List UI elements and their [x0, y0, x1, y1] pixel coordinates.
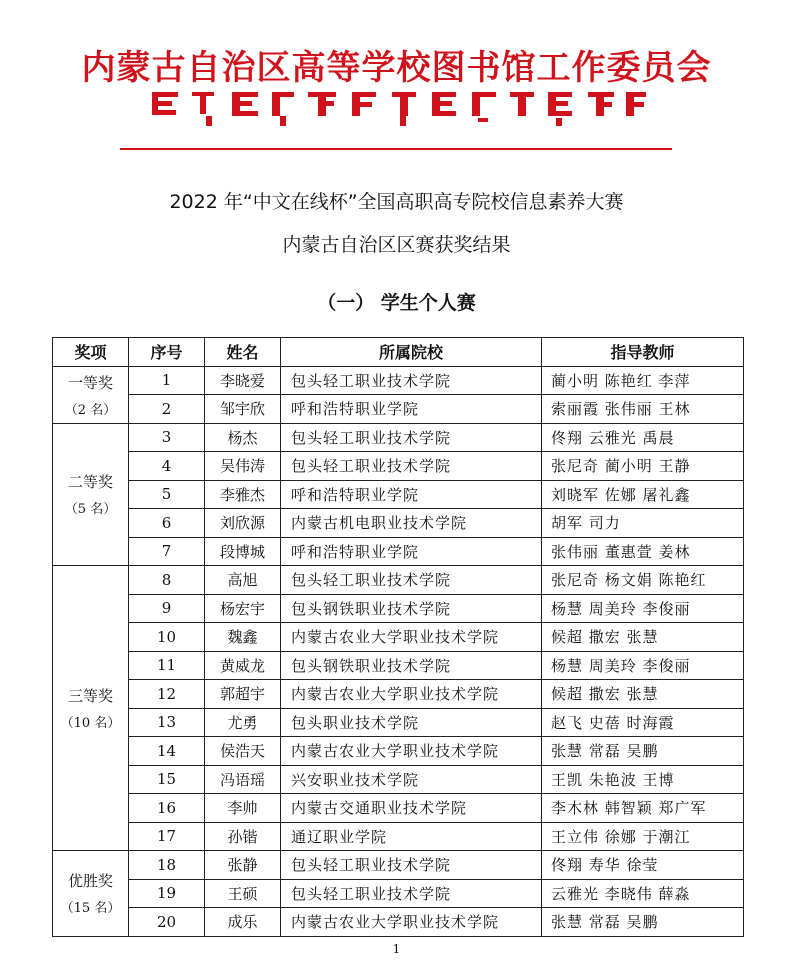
mongolian-script-graphic [148, 86, 648, 132]
teachers-cell: 王凯 朱艳波 王博 [542, 765, 744, 794]
table-row [53, 708, 744, 737]
teachers-cell: 张尼奇 杨文娟 陈艳红 [542, 566, 744, 595]
student-name-cell: 郭超宇 [205, 680, 281, 709]
student-name-cell: 段博城 [205, 537, 281, 566]
award-cell [53, 366, 129, 423]
page-number: 1 [392, 942, 401, 956]
teachers-cell: 索丽霞 张伟丽 王林 [542, 395, 744, 424]
award-cell [53, 851, 129, 937]
student-name-cell: 尤勇 [205, 708, 281, 737]
row-number-cell: 6 [129, 509, 205, 538]
table-row [53, 509, 744, 538]
row-number-cell: 20 [129, 908, 205, 937]
row-number-cell: 5 [129, 480, 205, 509]
school-cell: 内蒙古农业大学职业技术学院 [281, 623, 542, 652]
student-name-cell: 侯浩天 [205, 737, 281, 766]
table-row [53, 623, 744, 652]
row-number-cell: 10 [129, 623, 205, 652]
teachers-cell: 王立伟 徐娜 于潮江 [542, 822, 744, 851]
student-name-cell: 冯语瑶 [205, 765, 281, 794]
teachers-cell: 张伟丽 董惠萱 姜林 [542, 537, 744, 566]
row-number-cell: 14 [129, 737, 205, 766]
school-cell: 包头轻工职业技术学院 [281, 851, 542, 880]
table-row [53, 594, 744, 623]
teachers-cell: 张慧 常磊 吴鹏 [542, 908, 744, 937]
award-cell [53, 566, 129, 851]
mongolian-script-logo [148, 86, 648, 132]
award-count: （2 名） [64, 402, 117, 418]
teachers-cell: 蔺小明 陈艳红 李萍 [542, 366, 744, 395]
results-table-body [53, 366, 744, 936]
school-cell: 内蒙古交通职业技术学院 [281, 794, 542, 823]
teachers-cell: 候超 撒宏 张慧 [542, 623, 744, 652]
school-cell: 呼和浩特职业学院 [281, 395, 542, 424]
student-name-cell: 杨宏宇 [205, 594, 281, 623]
header-award: 奖项 [53, 338, 129, 367]
school-cell: 包头轻工职业技术学院 [281, 366, 542, 395]
award-cell [53, 423, 129, 566]
teachers-cell: 杨慧 周美玲 李俊丽 [542, 594, 744, 623]
student-name-cell: 刘欣源 [205, 509, 281, 538]
row-number-cell: 18 [129, 851, 205, 880]
table-row [53, 765, 744, 794]
award-name: 优胜奖 [67, 872, 113, 891]
table-row [53, 651, 744, 680]
row-number-cell: 7 [129, 537, 205, 566]
teachers-cell: 胡军 司力 [542, 509, 744, 538]
school-cell: 呼和浩特职业学院 [281, 537, 542, 566]
teachers-cell: 刘晓军 佐娜 屠礼鑫 [542, 480, 744, 509]
school-cell: 包头轻工职业技术学院 [281, 566, 542, 595]
teachers-cell: 赵飞 史蓓 时海霞 [542, 708, 744, 737]
row-number-cell: 4 [129, 452, 205, 481]
award-count: （10 名） [60, 716, 121, 731]
student-name-cell: 杨杰 [205, 423, 281, 452]
header-number: 序号 [129, 338, 205, 367]
table-row [53, 366, 744, 395]
student-name-cell: 李帅 [205, 794, 281, 823]
row-number-cell: 11 [129, 651, 205, 680]
school-cell: 包头轻工职业技术学院 [281, 452, 542, 481]
row-number-cell: 1 [129, 366, 205, 395]
table-row [53, 480, 744, 509]
teachers-cell: 杨慧 周美玲 李俊丽 [542, 651, 744, 680]
award-name: 三等奖 [67, 687, 113, 705]
award-name: 一等奖 [67, 373, 113, 392]
school-cell: 内蒙古机电职业技术学院 [281, 509, 542, 538]
row-number-cell: 13 [129, 708, 205, 737]
student-name-cell: 邹宇欣 [205, 395, 281, 424]
letterhead-divider [120, 148, 672, 150]
table-row [53, 452, 744, 481]
teachers-cell: 云雅光 李晓伟 薛淼 [542, 879, 744, 908]
teachers-cell: 张慧 常磊 吴鹏 [542, 737, 744, 766]
row-number-cell: 19 [129, 879, 205, 908]
teachers-cell: 李木林 韩智颖 郑广军 [542, 794, 744, 823]
row-number-cell: 3 [129, 423, 205, 452]
table-row [53, 822, 744, 851]
student-name-cell: 孙锴 [205, 822, 281, 851]
table-row [53, 395, 744, 424]
row-number-cell: 12 [129, 680, 205, 709]
student-name-cell: 吴伟涛 [205, 452, 281, 481]
table-row [53, 737, 744, 766]
student-name-cell: 黄威龙 [205, 651, 281, 680]
school-cell: 包头钢铁职业技术学院 [281, 651, 542, 680]
award-count: （5 名） [64, 502, 117, 518]
school-cell: 通辽职业学院 [281, 822, 542, 851]
row-number-cell: 9 [129, 594, 205, 623]
teachers-cell: 佟翔 寿华 徐莹 [542, 851, 744, 880]
header-name: 姓名 [205, 338, 281, 367]
student-name-cell: 李晓爱 [205, 366, 281, 395]
student-name-cell: 高旭 [205, 566, 281, 595]
table-row [53, 794, 744, 823]
table-header-row [53, 338, 744, 367]
student-name-cell: 魏鑫 [205, 623, 281, 652]
table-row [53, 851, 744, 880]
table-row [53, 423, 744, 452]
school-cell: 包头轻工职业技术学院 [281, 423, 542, 452]
row-number-cell: 15 [129, 765, 205, 794]
student-name-cell: 王硕 [205, 879, 281, 908]
table-row [53, 537, 744, 566]
student-name-cell: 成乐 [205, 908, 281, 937]
student-name-cell: 李雅杰 [205, 480, 281, 509]
table-row [53, 908, 744, 937]
school-cell: 内蒙古农业大学职业技术学院 [281, 908, 542, 937]
header-school: 所属院校 [281, 338, 542, 367]
teachers-cell: 佟翔 云雅光 禹晨 [542, 423, 744, 452]
school-cell: 包头轻工职业技术学院 [281, 879, 542, 908]
school-cell: 内蒙古农业大学职业技术学院 [281, 737, 542, 766]
school-cell: 兴安职业技术学院 [281, 765, 542, 794]
row-number-cell: 2 [129, 395, 205, 424]
school-cell: 内蒙古农业大学职业技术学院 [281, 680, 542, 709]
table-row [53, 879, 744, 908]
header-teachers: 指导教师 [542, 338, 744, 367]
school-cell: 呼和浩特职业学院 [281, 480, 542, 509]
results-table [52, 337, 744, 937]
table-row [53, 566, 744, 595]
award-count: （15 名） [60, 901, 121, 917]
letterhead-title: 内蒙古自治区高等学校图书馆工作委员会 [81, 48, 712, 88]
row-number-cell: 8 [129, 566, 205, 595]
school-cell: 包头职业技术学院 [281, 708, 542, 737]
table-row [53, 680, 744, 709]
award-name: 二等奖 [67, 473, 113, 492]
student-name-cell: 张静 [205, 851, 281, 880]
document-title-line-2: 内蒙古自治区区赛获奖结果 [282, 234, 511, 256]
row-number-cell: 17 [129, 822, 205, 851]
section-title: （一） 学生个人赛 [317, 292, 476, 314]
teachers-cell: 张尼奇 蔺小明 王静 [542, 452, 744, 481]
teachers-cell: 候超 撒宏 张慧 [542, 680, 744, 709]
row-number-cell: 16 [129, 794, 205, 823]
document-title-line-1: 2022 年“中文在线杯”全国高职高专院校信息素养大赛 [169, 191, 624, 213]
school-cell: 包头钢铁职业技术学院 [281, 594, 542, 623]
